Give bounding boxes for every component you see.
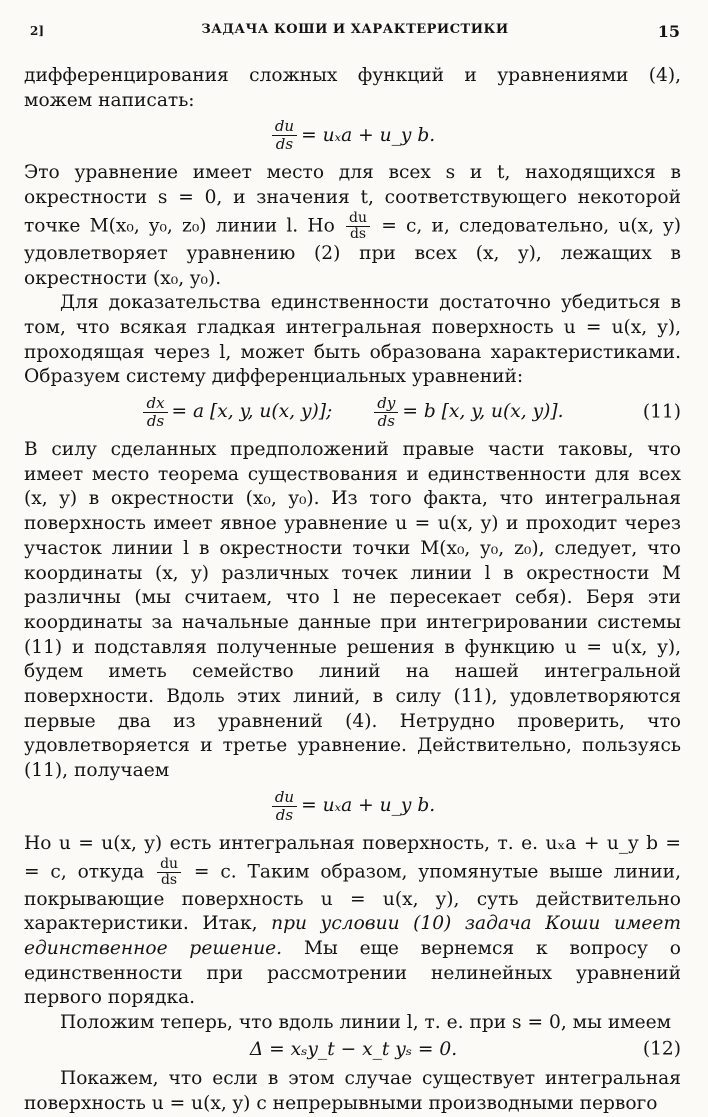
paragraph-5: Но u = u(x, y) есть интегральная поверхность, т. е. uₓa + u_y b = = c, откуда $\frac{du}{ds}$ = c. Таким образом, упомянутые выше линии, покрывающие поверхность u = u(x, y), суть действительно характеристики. Итак, при условии (10) задача Коши имеет единственное решение. Мы еще вернемся к вопросу о единственности при рассмотрении нелинейных уравнений первого порядка. [24, 832, 682, 1009]
paragraph-6: Положим теперь, что вдоль линии l, т. е. при s = 0, мы имеем [60, 1012, 672, 1034]
paragraph-2: Это уравнение имеет место для всех s и t, находящихся в окрестности s = 0, и значения t, соответствующего некоторой точке M(x₀, y₀, z₀) линии l. Но $\frac{du}{ds}$ = c, и, следовательно, u(x, y) удовлетворяет уравнению (2) при всех (x, y), лежащих в окрестности (x₀, y₀). [24, 162, 682, 289]
equation-12: Δ = xₛy_t − x_t yₛ = 0. (12) [249, 1038, 681, 1060]
paragraph-4: В силу сделанных предположений правые части таковы, что имеет место теорема существования и единственности для всех (x, y) в окрестности (x₀, y₀). Из того факта, что интегральная поверхность имеет явное уравнение u = u(x, y) и проходит через участок линии l в окрестности точки M(x₀, y₀, z₀), следует, что координаты (x, y) различных точек линии l в окрестности M различны (мы считаем, что l не пересекает себя). Беря эти координаты за начальные данные при интегрировании системы (11) и подставляя полученные решения в функцию u = u(x, y), будем иметь семейство линий на нашей интегральной поверхности. Вдоль этих линий, в силу (11), удовлетворяются первые два из уравнений (4). Нетрудно проверить, что удовлетворяется и третье уравнение. Действительно, пользуясь (11), получаем [24, 439, 681, 782]
equation-rhs: = uₓa + u_y b. [301, 124, 436, 146]
equation-du-ds-1 [24, 118, 681, 153]
running-title: ЗАДАЧА КОШИ И ХАРАКТЕРИСТИКИ [201, 22, 509, 37]
paragraph-3: Для доказательства единственности достаточно убедиться в том, что всякая гладкая интегральная поверхность u = u(x, y), проходящая через l, может быть образована характеристиками. Образуем систему дифференциальных уравнений: [24, 292, 681, 388]
theorem-statement: при условии (10) задача Коши имеет единственное решение. [24, 913, 682, 959]
running-header [30, 22, 680, 46]
equation-du-ds-2 [24, 789, 681, 824]
fraction-du-ds: $\frac{du}{ds}$ [272, 118, 297, 153]
inline-fraction-du-ds: $\frac{du}{ds}$ [157, 857, 181, 888]
equation-number-11: (11) [642, 401, 681, 423]
equation-rhs: = uₓa + u_y b. [301, 795, 436, 817]
paragraph-1: дифференцирования сложных функций и уравнениями (4), можем написать: [24, 65, 681, 111]
fraction-du-ds: $\frac{du}{ds}$ [272, 789, 297, 824]
fraction-dy-ds: $\frac{dy}{ds}$ [374, 395, 398, 430]
equation-number-12: (12) [642, 1038, 681, 1060]
page-number: 15 [657, 22, 680, 41]
equation-11: $\frac{dx}{ds}$ = a [x, y, u(x, y)]; $\frac{dy}{ds}$ = b [x, y, u(x, y)]. (11) [24, 395, 681, 430]
paragraph-7: Покажем, что если в этом случае существует интегральная поверхность u = u(x, y) с непрерывными производными первого [24, 1068, 681, 1115]
inline-fraction-du-ds: $\frac{du}{ds}$ [346, 211, 370, 242]
section-number: 2] [30, 24, 45, 38]
fraction-dx-ds: $\frac{dx}{ds}$ [143, 395, 167, 430]
page-body [24, 64, 681, 1117]
